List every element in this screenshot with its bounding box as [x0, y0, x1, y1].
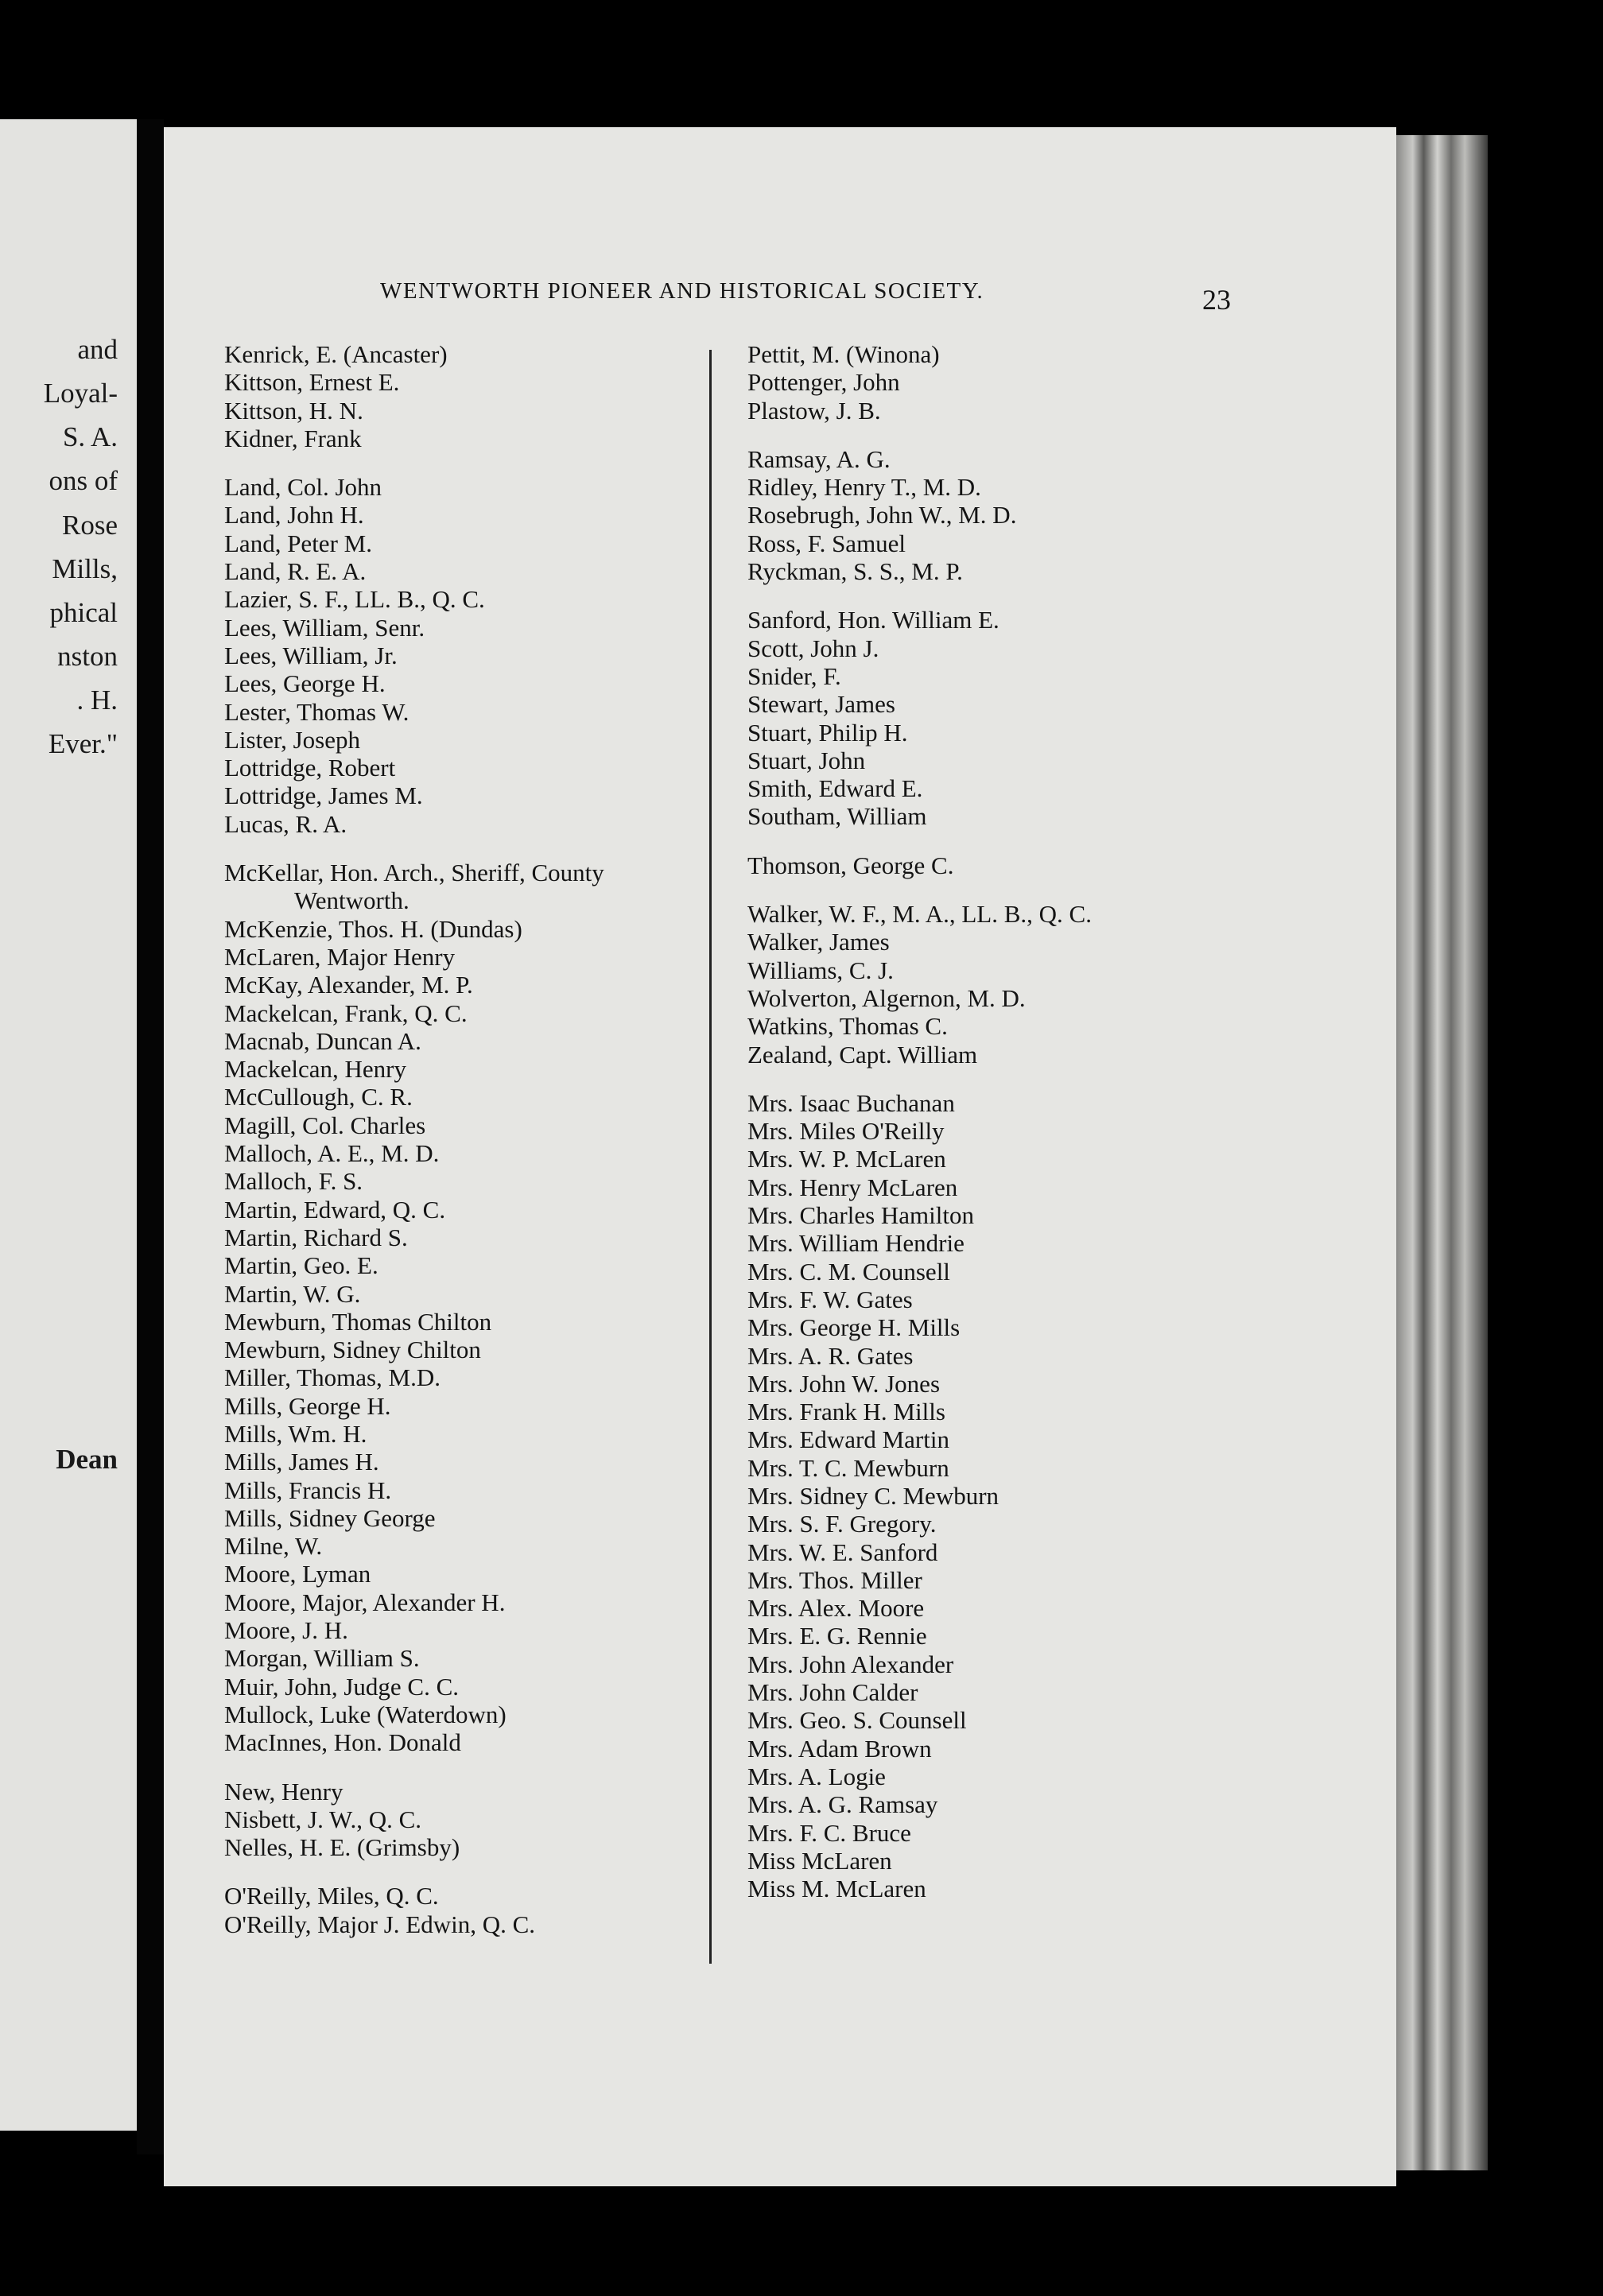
member-name: Ryckman, S. S., M. P.: [747, 557, 963, 586]
member-name: Southam, William: [747, 802, 927, 831]
member-entry: [747, 1482, 1092, 1510]
member-name: Lester, Thomas W.: [224, 697, 409, 726]
member-entry: [747, 445, 1092, 473]
member-name: McKenzie, Thos. H. (Dundas): [224, 914, 522, 943]
member-name: Mackelcan, Frank, Q. C.: [224, 999, 468, 1027]
member-name: Mrs. Alex. Moore: [747, 1594, 925, 1623]
member-name: Mills, James H.: [224, 1448, 379, 1476]
member-entry: [747, 1425, 1092, 1453]
member-entry: [224, 859, 604, 886]
member-name: Ridley, Henry T., M. D.: [747, 473, 981, 502]
member-entry: [224, 1055, 604, 1083]
section-gap: [224, 1757, 604, 1778]
member-entry: [747, 557, 1092, 585]
member-entry: [224, 368, 604, 396]
member-entry: [224, 1476, 604, 1504]
member-entry: [747, 606, 1092, 634]
page-number: 23: [1202, 284, 1231, 316]
member-entry: [747, 1012, 1092, 1040]
member-name: Macnab, Duncan A.: [224, 1026, 421, 1055]
member-name: Mewburn, Thomas Chilton: [224, 1307, 492, 1336]
member-name: Martin, W. G.: [224, 1279, 361, 1308]
member-name: Miss McLaren: [747, 1846, 892, 1875]
member-entry: [747, 1286, 1092, 1313]
member-name: Ramsay, A. G.: [747, 444, 891, 473]
member-name: Mrs. F. W. Gates: [747, 1285, 913, 1313]
member-entry: [747, 1622, 1092, 1650]
section-gap: [747, 879, 1092, 900]
member-name: Lees, George H.: [224, 669, 386, 698]
member-entry: [224, 1673, 604, 1701]
section-gap: [747, 425, 1092, 445]
member-entry: [224, 886, 604, 914]
member-name: Mrs. W. P. McLaren: [747, 1145, 946, 1173]
member-entry: [224, 614, 604, 642]
member-entry: [224, 1616, 604, 1644]
member-entry: [224, 1392, 604, 1420]
member-name: Lees, William, Jr.: [224, 641, 398, 669]
member-name: Lazier, S. F., LL. B., Q. C.: [224, 585, 485, 614]
member-entry: [224, 698, 604, 726]
member-entry: [747, 1117, 1092, 1145]
member-entry: [224, 781, 604, 809]
member-name: Mrs. A. G. Ramsay: [747, 1790, 938, 1819]
member-entry: [224, 1805, 604, 1833]
member-name: Rosebrugh, John W., M. D.: [747, 501, 1017, 529]
member-entry: [747, 368, 1092, 396]
member-entry: [224, 1532, 604, 1560]
member-entry: [747, 501, 1092, 529]
member-name: Mrs. Thos. Miller: [747, 1565, 922, 1594]
member-name: Mrs. Geo. S. Counsell: [747, 1706, 967, 1735]
member-name: Mills, Sidney George: [224, 1503, 436, 1532]
member-name: Land, Peter M.: [224, 529, 372, 557]
member-name: Mills, Francis H.: [224, 1476, 392, 1504]
member-entry: [224, 340, 604, 368]
member-entry: [224, 669, 604, 697]
member-entry: [747, 719, 1092, 747]
member-name: O'Reilly, Miles, Q. C.: [224, 1882, 439, 1910]
member-entry: [224, 1196, 604, 1224]
left-page-text: ons of: [49, 465, 118, 496]
member-entry: [224, 726, 604, 754]
member-entry: [224, 642, 604, 669]
member-name: Martin, Richard S.: [224, 1223, 408, 1251]
member-entry: [747, 1538, 1092, 1566]
member-name: Miller, Thomas, M.D.: [224, 1363, 441, 1392]
section-gap: [747, 1068, 1092, 1089]
member-entry: [224, 1420, 604, 1448]
member-entry: [224, 971, 604, 999]
member-name: Morgan, William S.: [224, 1644, 420, 1673]
member-name: Kidner, Frank: [224, 424, 362, 452]
member-name: Mrs. Isaac Buchanan: [747, 1088, 955, 1117]
member-name: McCullough, C. R.: [224, 1083, 413, 1111]
member-name: Mrs. Sidney C. Mewburn: [747, 1481, 999, 1510]
member-entry: [747, 662, 1092, 690]
member-entry: [224, 1504, 604, 1532]
member-name: Lister, Joseph: [224, 725, 360, 754]
member-name: Malloch, F. S.: [224, 1167, 363, 1196]
member-name: Muir, John, Judge C. C.: [224, 1672, 459, 1701]
member-entry: [747, 340, 1092, 368]
member-entry: [224, 1336, 604, 1363]
member-name: Watkins, Thomas C.: [747, 1012, 948, 1041]
left-page-text: nston: [57, 641, 118, 672]
member-name: Smith, Edward E.: [747, 774, 923, 803]
member-name: Mewburn, Sidney Chilton: [224, 1336, 481, 1364]
member-entry: [747, 1790, 1092, 1818]
member-entry: [747, 774, 1092, 802]
member-entry: [747, 1370, 1092, 1398]
member-entry: [224, 1588, 604, 1616]
section-gap: [224, 838, 604, 859]
member-entry: [747, 1763, 1092, 1790]
member-name: Snider, F.: [747, 661, 841, 690]
member-list-left: [224, 340, 604, 1938]
member-name: Wolverton, Algernon, M. D.: [747, 983, 1026, 1012]
left-page-text: phical: [49, 597, 118, 628]
member-name: Mills, George H.: [224, 1391, 391, 1420]
member-name: Moore, Major, Alexander H.: [224, 1588, 506, 1616]
left-page-text: Mills,: [52, 553, 118, 584]
member-entry: [747, 928, 1092, 956]
member-entry: [747, 1089, 1092, 1117]
member-entry: [224, 585, 604, 613]
left-page-text: and: [77, 334, 118, 365]
member-entry: [747, 1041, 1092, 1068]
left-page-fragment: [0, 119, 137, 2131]
member-name: Lottridge, Robert: [224, 754, 396, 782]
member-name: Malloch, A. E., M. D.: [224, 1139, 440, 1168]
section-gap: [747, 585, 1092, 606]
member-name: Mrs. Frank H. Mills: [747, 1398, 945, 1426]
member-entry: [747, 1229, 1092, 1257]
member-name: Mackelcan, Henry: [224, 1055, 406, 1084]
member-entry: [224, 397, 604, 425]
member-entry: [224, 999, 604, 1027]
member-name: Magill, Col. Charles: [224, 1111, 426, 1139]
member-entry: [224, 915, 604, 943]
book-gutter: [137, 119, 164, 2154]
member-entry: [224, 1560, 604, 1588]
left-page-text: Dean: [56, 1444, 118, 1475]
left-page-text: . H.: [76, 685, 118, 716]
member-entry: [747, 1398, 1092, 1425]
running-header: WENTWORTH PIONEER AND HISTORICAL SOCIETY.: [380, 278, 984, 304]
member-name: Mrs. John Alexander: [747, 1650, 954, 1678]
left-page-text: Rose: [62, 510, 118, 541]
member-entry: [747, 956, 1092, 984]
member-entry: [747, 984, 1092, 1012]
member-name: Thomson, George C.: [747, 851, 954, 879]
section-gap: [747, 831, 1092, 851]
member-name: Ross, F. Samuel: [747, 529, 906, 557]
member-entry: [224, 1728, 604, 1756]
member-name: Lucas, R. A.: [224, 809, 347, 838]
member-name: Moore, J. H.: [224, 1616, 348, 1645]
member-entry: [747, 1594, 1092, 1622]
member-name: Martin, Geo. E.: [224, 1251, 378, 1280]
member-name: MacInnes, Hon. Donald: [224, 1728, 461, 1757]
member-name: Nelles, H. E. (Grimsby): [224, 1833, 460, 1862]
member-entry: [747, 473, 1092, 501]
member-entry: [747, 1342, 1092, 1370]
member-entry: [224, 1280, 604, 1308]
member-name: Wentworth.: [294, 886, 409, 915]
member-name: Mrs. Charles Hamilton: [747, 1201, 974, 1230]
member-entry: [747, 747, 1092, 774]
member-name: Lees, William, Senr.: [224, 613, 425, 642]
member-entry: [747, 1173, 1092, 1201]
member-entry: [224, 1701, 604, 1728]
member-name: Nisbett, J. W., Q. C.: [224, 1805, 422, 1833]
member-name: McKay, Alexander, M. P.: [224, 971, 473, 999]
section-gap: [224, 452, 604, 473]
left-page-text: Loyal-: [43, 378, 118, 409]
member-name: Mills, Wm. H.: [224, 1419, 367, 1448]
member-name: Pottenger, John: [747, 368, 900, 397]
member-entry: [224, 425, 604, 452]
member-name: Mullock, Luke (Waterdown): [224, 1700, 507, 1728]
member-entry: [224, 1224, 604, 1251]
left-page-text: Ever.": [48, 728, 118, 759]
member-entry: [747, 1258, 1092, 1286]
member-entry: [747, 397, 1092, 425]
member-entry: [747, 1145, 1092, 1173]
member-entry: [747, 1566, 1092, 1594]
member-name: Mrs. John W. Jones: [747, 1369, 941, 1398]
member-name: Kittson, Ernest E.: [224, 368, 400, 397]
member-name: Plastow, J. B.: [747, 396, 881, 425]
member-name: Kenrick, E. (Ancaster): [224, 340, 448, 368]
member-entry: [224, 1139, 604, 1167]
member-name: Mrs. Edward Martin: [747, 1425, 949, 1454]
column-divider: [709, 350, 712, 1964]
member-name: Mrs. E. G. Rennie: [747, 1622, 927, 1650]
member-entry: [224, 1027, 604, 1055]
member-entry: [747, 1678, 1092, 1706]
member-entry: [224, 1448, 604, 1476]
member-entry: [224, 1882, 604, 1910]
member-entry: [747, 690, 1092, 718]
member-name: O'Reilly, Major J. Edwin, Q. C.: [224, 1910, 536, 1938]
member-name: Mrs. C. M. Counsell: [747, 1257, 950, 1286]
member-entry: [747, 1706, 1092, 1734]
member-entry: [224, 473, 604, 501]
member-name: Stuart, John: [747, 746, 866, 774]
member-entry: [747, 1201, 1092, 1229]
member-entry: [747, 529, 1092, 557]
member-name: Miss M. McLaren: [747, 1875, 926, 1903]
member-name: Mrs. A. Logie: [747, 1762, 886, 1790]
member-name: Mrs. George H. Mills: [747, 1313, 961, 1342]
member-entry: [747, 634, 1092, 662]
member-name: Martin, Edward, Q. C.: [224, 1195, 446, 1224]
member-name: Sanford, Hon. William E.: [747, 606, 999, 634]
member-entry: [224, 557, 604, 585]
member-name: Mrs. T. C. Mewburn: [747, 1453, 949, 1482]
member-name: Land, Col. John: [224, 473, 382, 502]
member-entry: [747, 1313, 1092, 1341]
member-name: Land, R. E. A.: [224, 557, 367, 586]
member-entry: [224, 1111, 604, 1139]
member-entry: [747, 1510, 1092, 1538]
member-name: Mrs. Adam Brown: [747, 1734, 932, 1763]
member-entry: [224, 1308, 604, 1336]
member-entry: [747, 1875, 1092, 1902]
member-name: Mrs. W. E. Sanford: [747, 1538, 938, 1566]
member-entry: [224, 1778, 604, 1805]
member-entry: [224, 810, 604, 838]
member-name: Mrs. Henry McLaren: [747, 1173, 958, 1201]
member-entry: [224, 1363, 604, 1391]
member-entry: [224, 1083, 604, 1111]
member-name: Walker, W. F., M. A., LL. B., Q. C.: [747, 900, 1092, 929]
member-name: McLaren, Major Henry: [224, 942, 456, 971]
member-name: Walker, James: [747, 928, 890, 956]
member-name: Mrs. John Calder: [747, 1678, 918, 1707]
member-entry: [747, 1819, 1092, 1847]
member-name: Mrs. Miles O'Reilly: [747, 1117, 945, 1146]
member-name: Kittson, H. N.: [224, 396, 363, 425]
member-entry: [747, 1650, 1092, 1678]
member-entry: [224, 1910, 604, 1938]
member-entry: [224, 529, 604, 557]
member-name: Mrs. A. R. Gates: [747, 1341, 914, 1370]
member-entry: [224, 943, 604, 971]
member-entry: [224, 754, 604, 781]
member-name: Mrs. F. C. Bruce: [747, 1818, 911, 1847]
member-entry: [747, 1847, 1092, 1875]
member-entry: [224, 1833, 604, 1861]
member-entry: [224, 1251, 604, 1279]
member-name: Scott, John J.: [747, 634, 879, 662]
member-entry: [224, 1644, 604, 1672]
member-name: Williams, C. J.: [747, 956, 894, 984]
member-name: New, Henry: [224, 1777, 344, 1805]
member-name: McKellar, Hon. Arch., Sheriff, County: [224, 859, 604, 887]
member-name: Land, John H.: [224, 501, 364, 529]
member-name: Zealand, Capt. William: [747, 1040, 978, 1068]
member-entry: [747, 1735, 1092, 1763]
page-edges: [1396, 135, 1488, 2170]
member-entry: [224, 501, 604, 529]
member-entry: [224, 1167, 604, 1195]
member-entry: [747, 900, 1092, 928]
member-list-right: [747, 340, 1092, 1902]
member-name: Mrs. S. F. Gregory.: [747, 1510, 937, 1538]
member-entry: [747, 802, 1092, 830]
member-name: Milne, W.: [224, 1532, 323, 1561]
member-entry: [747, 851, 1092, 879]
left-page-text: S. A.: [62, 421, 118, 452]
section-gap: [224, 1861, 604, 1882]
member-entry: [747, 1454, 1092, 1482]
member-name: Lottridge, James M.: [224, 781, 423, 810]
member-name: Stewart, James: [747, 690, 895, 719]
member-name: Moore, Lyman: [224, 1560, 371, 1588]
member-name: Stuart, Philip H.: [747, 718, 908, 747]
member-name: Pettit, M. (Winona): [747, 340, 940, 368]
member-name: Mrs. William Hendrie: [747, 1229, 965, 1258]
